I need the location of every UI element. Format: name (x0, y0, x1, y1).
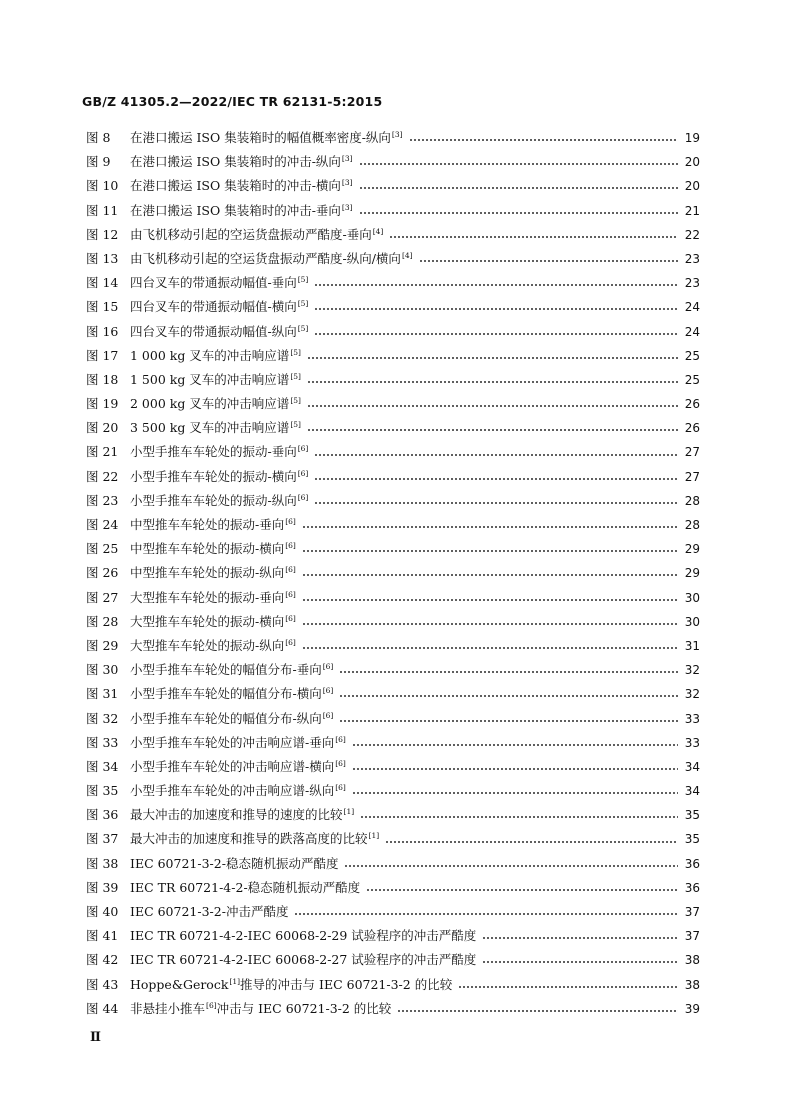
figure-title (130, 491, 308, 509)
page-number: 32 (684, 663, 700, 678)
figure-title (130, 128, 403, 146)
figure-number: 图 35 (86, 783, 119, 799)
figure-list (86, 128, 700, 1023)
figure-title (130, 442, 308, 460)
figure-title (130, 370, 301, 388)
reference-marker: [6] (285, 517, 296, 526)
figure-title (130, 733, 346, 751)
reference-marker: [5] (290, 396, 301, 406)
page-number: 26 (684, 421, 700, 436)
figure-title-text: 由飞机移动引起的空运货盘振动严酷度-垂向 (130, 226, 372, 242)
figure-number: 图 31 (86, 686, 119, 702)
reference-marker: [1] (368, 831, 380, 841)
figure-title (130, 273, 308, 291)
page-number: 26 (684, 397, 700, 412)
figure-title (130, 539, 296, 557)
dot-leader (314, 498, 678, 508)
page-number: 21 (684, 203, 700, 218)
figure-number: 图 25 (86, 541, 119, 557)
figure-title (130, 805, 354, 823)
dot-leader (307, 377, 678, 387)
reference-marker: [5] (297, 323, 309, 333)
figure-title (130, 854, 338, 872)
figure-number: 图 41 (86, 928, 119, 944)
reference-marker: [6] (285, 589, 296, 599)
toc-entry[interactable] (86, 975, 700, 999)
figure-title (130, 249, 413, 267)
figure-number: 图 8 (86, 130, 111, 145)
figure-number: 图 19 (86, 396, 119, 412)
page-number: 33 (684, 735, 700, 750)
figure-title-text: 1 000 kg 叉车的冲击响应谱 (130, 347, 290, 363)
figure-title-text: 大型推车车轮处的振动-垂向 (130, 589, 285, 605)
toc-entry[interactable] (86, 249, 700, 273)
reference-marker: [3] (341, 154, 353, 164)
figure-title (130, 418, 301, 436)
dot-leader (302, 570, 678, 580)
figure-title (130, 950, 476, 968)
dot-leader (409, 135, 678, 145)
figure-title (130, 297, 308, 315)
figure-number: 图 30 (86, 662, 119, 678)
dot-leader (339, 667, 678, 677)
figure-number: 图 18 (86, 371, 119, 387)
figure-title (130, 902, 288, 920)
reference-marker: [6] (285, 637, 296, 647)
figure-number: 图 32 (86, 710, 119, 726)
figure-title (130, 176, 353, 194)
figure-title-text: 四台叉车的带通振动幅值-纵向 (130, 323, 297, 339)
page-number: 29 (684, 566, 700, 581)
reference-marker: [5] (290, 420, 301, 430)
figure-title (130, 660, 333, 678)
figure-number: 图 42 (86, 952, 119, 968)
toc-entry[interactable] (86, 999, 700, 1023)
dot-leader (307, 353, 678, 363)
dot-leader (352, 764, 678, 774)
figure-number: 图 33 (86, 734, 119, 750)
figure-number: 图 11 (86, 202, 119, 218)
toc-entry[interactable] (86, 563, 700, 587)
figure-title (130, 201, 353, 219)
reference-marker: [3] (341, 178, 353, 188)
page-number: 20 (684, 155, 700, 170)
figure-number: 图 43 (86, 976, 119, 992)
figure-title (130, 515, 296, 533)
figure-title-text: 最大冲击的加速度和推导的跌落高度的比较 (130, 831, 368, 847)
reference-marker: [6] (285, 613, 296, 623)
figure-title-text: 最大冲击的加速度和推导的速度的比较 (130, 807, 343, 823)
figure-title (130, 829, 379, 847)
figure-title (130, 709, 333, 727)
dot-leader (482, 933, 678, 943)
dot-leader (352, 740, 678, 750)
page-number: 28 (684, 493, 700, 508)
figure-title-text: IEC TR 60721-4-2-稳态随机振动严酷度 (130, 879, 361, 895)
figure-title (130, 999, 391, 1017)
dot-leader (314, 280, 678, 290)
page-number: 28 (684, 518, 700, 532)
figure-title-text: 小型手推车车轮处的幅值分布-横向 (130, 686, 322, 702)
page-number: 24 (684, 300, 700, 315)
figure-number: 图 37 (86, 831, 119, 847)
dot-leader (314, 450, 678, 460)
page-number: 37 (684, 929, 700, 944)
page-number: 32 (684, 687, 700, 702)
figure-title-text: 中型推车车轮处的振动-纵向 (130, 565, 285, 581)
page-number: 36 (684, 856, 700, 871)
page-number: 20 (684, 179, 700, 194)
figure-number: 图 23 (86, 492, 119, 508)
figure-title (130, 612, 296, 630)
figure-number: 图 20 (86, 420, 119, 436)
reference-marker: [1] (229, 976, 241, 986)
page-number: 30 (684, 614, 700, 629)
figure-title-text: 小型手推车车轮处的振动-纵向 (130, 492, 297, 508)
figure-number: 图 10 (86, 178, 119, 194)
dot-leader (458, 982, 678, 992)
page-number: 36 (684, 880, 700, 895)
figure-number: 图 14 (86, 275, 119, 291)
figure-title-text: 在港口搬运 ISO 集装箱时的幅值概率密度-纵向 (130, 130, 391, 145)
dot-leader (482, 957, 678, 967)
figure-number: 图 15 (86, 299, 119, 315)
toc-entry[interactable] (86, 829, 700, 853)
reference-marker: [6] (322, 686, 334, 696)
dot-leader (389, 232, 678, 242)
page-number: 29 (684, 542, 700, 557)
toc-entry[interactable] (86, 418, 700, 442)
figure-number: 图 12 (86, 226, 119, 242)
toc-entry[interactable] (86, 805, 700, 829)
dot-leader (302, 643, 678, 653)
toc-entry[interactable] (86, 152, 700, 176)
reference-marker: [6] (285, 565, 296, 575)
toc-entry[interactable] (86, 491, 700, 515)
figure-title-text: IEC TR 60721-4-2-IEC 60068-2-27 试验程序的冲击严酷度 (130, 952, 477, 968)
dot-leader (307, 425, 678, 435)
reference-marker: [6] (285, 541, 296, 551)
page-number: 31 (684, 638, 700, 653)
toc-entry[interactable] (86, 757, 700, 781)
toc-entry[interactable] (86, 612, 700, 636)
dot-leader (360, 812, 678, 822)
toc-entry[interactable] (86, 225, 700, 249)
dot-leader (359, 183, 678, 193)
toc-entry[interactable] (86, 636, 700, 660)
page-number: 35 (684, 832, 700, 847)
dot-leader (339, 716, 678, 726)
figure-title-text: 小型手推车车轮处的冲击响应谱-横向 (130, 758, 335, 774)
dot-leader (302, 595, 678, 605)
figure-title-text: 小型手推车车轮处的振动-垂向 (130, 444, 297, 460)
figure-title-text: 小型手推车车轮处的振动-横向 (130, 468, 297, 484)
page-number: 35 (684, 808, 700, 823)
figure-title-text: 四台叉车的带通振动幅值-横向 (130, 299, 297, 315)
dot-leader (339, 691, 678, 701)
dot-leader (385, 837, 678, 847)
toc-entry[interactable] (86, 201, 700, 225)
figure-title-text: 3 500 kg 叉车的冲击响应谱 (130, 420, 290, 436)
page-number: 27 (684, 469, 700, 484)
dot-leader (366, 885, 678, 895)
page-number: 34 (684, 784, 700, 799)
dot-leader (314, 329, 678, 339)
figure-number: 图 36 (86, 807, 119, 823)
reference-marker: [6] (206, 1000, 217, 1010)
figure-title (130, 926, 476, 944)
figure-title-continuation: 推导的冲击与 IEC 60721-3-2 的比较 (240, 976, 453, 992)
figure-title-text: IEC 60721-3-2-冲击严酷度 (130, 904, 289, 919)
figure-number: 图 9 (86, 154, 111, 170)
reference-marker: [5] (290, 371, 301, 381)
dot-leader (359, 208, 678, 218)
figure-number: 图 24 (86, 517, 119, 532)
figure-title-continuation: 冲击与 IEC 60721-3-2 的比较 (216, 1000, 392, 1016)
figure-title (130, 878, 360, 896)
figure-title-text: IEC 60721-3-2-稳态随机振动严酷度 (130, 855, 339, 871)
figure-number: 图 28 (86, 613, 119, 629)
figure-title (130, 975, 452, 993)
reference-marker: [5] (297, 299, 309, 309)
figure-number: 图 34 (86, 758, 119, 774)
reference-marker: [6] (297, 444, 309, 454)
toc-entry[interactable] (86, 273, 700, 297)
dot-leader (352, 788, 678, 798)
page-number-footer: Ⅱ (90, 1030, 101, 1045)
figure-number: 图 29 (86, 637, 119, 653)
toc-entry[interactable] (86, 902, 700, 926)
toc-entry[interactable] (86, 370, 700, 394)
figure-title (130, 636, 296, 654)
toc-entry[interactable] (86, 709, 700, 733)
dot-leader (302, 619, 678, 629)
figure-number: 图 17 (86, 347, 119, 363)
figure-title-text: 在港口搬运 ISO 集装箱时的冲击-垂向 (130, 202, 341, 218)
figure-title-text: 中型推车车轮处的振动-横向 (130, 541, 285, 557)
toc-entry[interactable] (86, 346, 700, 370)
figure-title (130, 563, 296, 581)
page-number: 30 (684, 590, 700, 605)
figure-number: 图 40 (86, 904, 119, 919)
figure-title-text: 由飞机移动引起的空运货盘振动严酷度-纵向/横向 (130, 250, 401, 266)
toc-entry[interactable] (86, 733, 700, 757)
figure-title (130, 757, 346, 775)
reference-marker: [6] (297, 492, 309, 502)
figure-number: 图 39 (86, 879, 119, 895)
figure-number: 图 16 (86, 323, 119, 339)
figure-number: 图 26 (86, 565, 119, 581)
dot-leader (314, 304, 678, 314)
dot-leader (314, 474, 678, 484)
dot-leader (344, 861, 678, 871)
figure-title-text: IEC TR 60721-4-2-IEC 60068-2-29 试验程序的冲击严酷度 (130, 928, 477, 944)
figure-title (130, 225, 383, 243)
toc-entry[interactable] (86, 176, 700, 200)
page-number: 25 (684, 348, 700, 363)
dot-leader (302, 546, 678, 556)
figure-number: 图 38 (86, 855, 119, 871)
figure-title-text: 中型推车车轮处的振动-垂向 (130, 517, 285, 532)
figure-number: 图 44 (86, 1000, 119, 1016)
figure-title (130, 684, 333, 702)
toc-entry[interactable] (86, 950, 700, 974)
toc-entry[interactable] (86, 588, 700, 612)
figure-title-text: 大型推车车轮处的振动-横向 (130, 613, 285, 629)
document-header: GB/Z 41305.2—2022/IEC TR 62131-5:2015 (82, 94, 383, 109)
figure-title (130, 467, 308, 485)
figure-title-text: 非悬挂小推车 (130, 1000, 206, 1016)
toc-entry[interactable] (86, 539, 700, 563)
toc-entry[interactable] (86, 926, 700, 950)
reference-marker: [3] (391, 130, 403, 139)
toc-entry[interactable] (86, 660, 700, 684)
dot-leader (307, 401, 678, 411)
figure-title (130, 588, 296, 606)
dot-leader (294, 909, 678, 919)
reference-marker: [3] (341, 202, 353, 212)
page-number: 38 (684, 953, 700, 968)
dot-leader (419, 256, 678, 266)
figure-title (130, 394, 301, 412)
reference-marker: [6] (322, 662, 334, 672)
figure-title-text: 小型手推车车轮处的幅值分布-垂向 (130, 662, 322, 678)
reference-marker: [4] (372, 226, 384, 236)
figure-title-text: 2 000 kg 叉车的冲击响应谱 (130, 396, 290, 412)
figure-number: 图 13 (86, 250, 119, 266)
figure-number: 图 21 (86, 444, 119, 460)
figure-title-text: 大型推车车轮处的振动-纵向 (130, 637, 285, 653)
figure-number: 图 22 (86, 468, 119, 484)
figure-title-text: 1 500 kg 叉车的冲击响应谱 (130, 371, 290, 387)
figure-title-text: 在港口搬运 ISO 集装箱时的冲击-横向 (130, 178, 341, 194)
reference-marker: [6] (297, 468, 309, 478)
toc-entry[interactable] (86, 878, 700, 902)
page-number: 23 (684, 276, 700, 291)
reference-marker: [4] (401, 250, 413, 260)
figure-title-text: 在港口搬运 ISO 集装箱时的冲击-纵向 (130, 154, 341, 170)
figure-title-text: 小型手推车车轮处的冲击响应谱-垂向 (130, 734, 335, 750)
reference-marker: [6] (335, 734, 346, 744)
page-number: 24 (684, 324, 700, 339)
toc-entry[interactable] (86, 515, 700, 539)
figure-title-text: Hoppe&Gerock (130, 976, 229, 992)
reference-marker: [5] (290, 347, 301, 357)
toc-entry[interactable] (86, 128, 700, 152)
reference-marker: [5] (297, 275, 309, 285)
toc-entry[interactable] (86, 297, 700, 321)
figure-title (130, 781, 346, 799)
dot-leader (359, 159, 678, 169)
page-number: 25 (684, 372, 700, 387)
toc-entry[interactable] (86, 394, 700, 418)
figure-title-text: 小型手推车车轮处的冲击响应谱-纵向 (130, 783, 335, 799)
figure-title (130, 346, 301, 364)
toc-entry[interactable] (86, 442, 700, 466)
figure-title-text: 小型手推车车轮处的幅值分布-纵向 (130, 710, 322, 726)
reference-marker: [6] (335, 783, 346, 793)
figure-number: 图 27 (86, 589, 119, 605)
figure-title (130, 322, 308, 340)
page-number: 34 (684, 759, 700, 774)
reference-marker: [6] (322, 710, 334, 720)
dot-leader (397, 1006, 678, 1016)
dot-leader (302, 522, 678, 532)
page-number: 27 (684, 445, 700, 460)
figure-title-text: 四台叉车的带通振动幅值-垂向 (130, 275, 297, 291)
toc-entry[interactable] (86, 467, 700, 491)
page-number: 39 (684, 1001, 700, 1016)
toc-entry[interactable] (86, 781, 700, 805)
page-number: 38 (684, 977, 700, 992)
toc-entry[interactable] (86, 854, 700, 878)
reference-marker: [6] (335, 758, 346, 768)
figure-title (130, 152, 353, 170)
toc-entry[interactable] (86, 322, 700, 346)
page-number: 23 (684, 251, 700, 266)
toc-entry[interactable] (86, 684, 700, 708)
reference-marker: [1] (343, 807, 355, 817)
page-number: 19 (684, 131, 700, 145)
page-number: 22 (684, 227, 700, 242)
page-number: 37 (684, 905, 700, 919)
page-number: 33 (684, 711, 700, 726)
